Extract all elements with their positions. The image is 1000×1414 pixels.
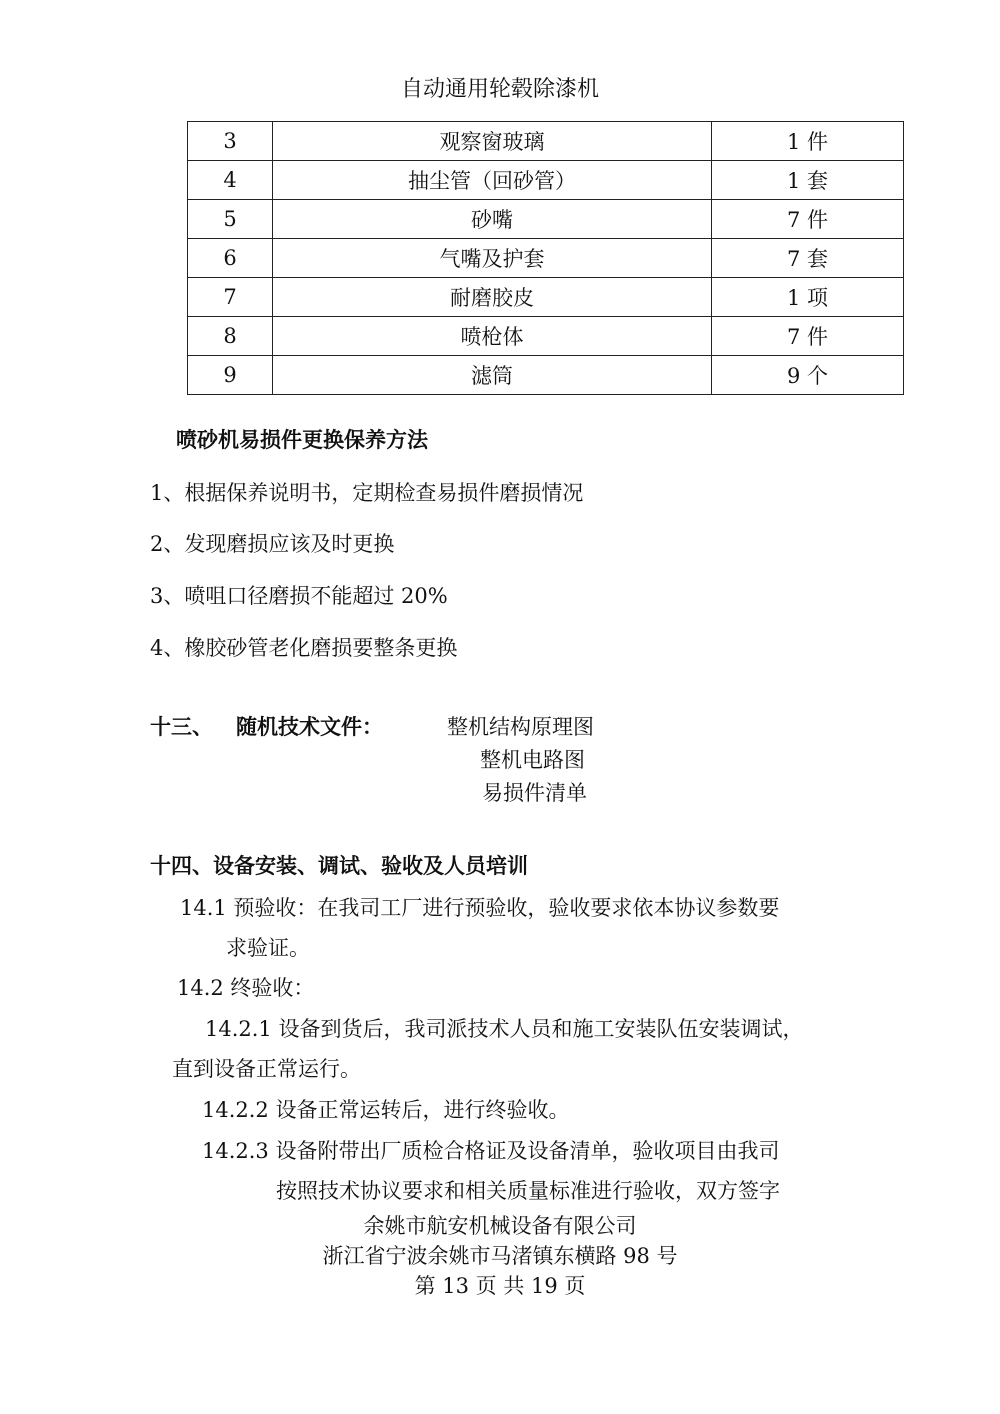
cell-quantity: 7 件 (712, 200, 904, 239)
paragraph-14-1: 14.1 预验收：在我司工厂进行预验收，验收要求依本协议参数要 (180, 896, 780, 920)
cell-part-name: 抽尘管（回砂管） (273, 161, 712, 200)
maintenance-item: 1、根据保养说明书，定期检查易损件磨损情况 (150, 481, 584, 505)
paragraph-14-2-2: 14.2.2 设备正常运转后，进行终验收。 (202, 1098, 570, 1122)
table-row (188, 161, 904, 200)
table-row (188, 239, 904, 278)
maintenance-heading: 喷砂机易损件更换保养方法 (176, 427, 428, 452)
cell-quantity: 1 套 (712, 161, 904, 200)
paragraph-14-2-1: 14.2.1 设备到货后，我司派技术人员和施工安装队伍安装调试， (205, 1017, 804, 1041)
cell-number: 6 (188, 239, 273, 278)
tech-doc-item: 整机电路图 (480, 748, 585, 772)
section-13-number: 十三、 (150, 714, 213, 739)
table-row (188, 122, 904, 161)
cell-number: 5 (188, 200, 273, 239)
maintenance-item: 3、喷咀口径磨损不能超过 20% (150, 584, 448, 608)
cell-quantity: 1 项 (712, 278, 904, 317)
table-row (188, 317, 904, 356)
paragraph-14-1-cont: 求验证。 (226, 936, 310, 960)
parts-table (187, 121, 904, 395)
paragraph-14-2: 14.2 终验收： (177, 976, 315, 1000)
footer-page-number: 第 13 页 共 19 页 (414, 1274, 586, 1298)
table-row (188, 200, 904, 239)
cell-part-name: 耐磨胶皮 (273, 278, 712, 317)
tech-doc-item: 易损件清单 (482, 781, 587, 805)
cell-part-name: 观察窗玻璃 (273, 122, 712, 161)
cell-part-name: 砂嘴 (273, 200, 712, 239)
table-row (188, 356, 904, 395)
cell-number: 4 (188, 161, 273, 200)
cell-quantity: 9 个 (712, 356, 904, 395)
cell-number: 8 (188, 317, 273, 356)
maintenance-item: 4、橡胶砂管老化磨损要整条更换 (150, 636, 458, 660)
footer-address: 浙江省宁波余姚市马渚镇东横路 98 号 (322, 1244, 678, 1268)
cell-quantity: 7 件 (712, 317, 904, 356)
section-14-heading: 十四、设备安装、调试、验收及人员培训 (150, 853, 528, 878)
paragraph-14-2-3: 14.2.3 设备附带出厂质检合格证及设备清单，验收项目由我司 (202, 1139, 780, 1163)
cell-number: 7 (188, 278, 273, 317)
paragraph-14-2-1-cont: 直到设备正常运行。 (172, 1057, 361, 1081)
table-row (188, 278, 904, 317)
cell-quantity: 7 套 (712, 239, 904, 278)
tech-doc-item: 整机结构原理图 (447, 715, 594, 739)
paragraph-14-2-3-cont: 按照技术协议要求和相关质量标准进行验收，双方签字 (276, 1179, 780, 1203)
section-13-label: 随机技术文件： (236, 714, 383, 739)
cell-number: 9 (188, 356, 273, 395)
cell-part-name: 滤筒 (273, 356, 712, 395)
document-title: 自动通用轮毂除漆机 (400, 77, 599, 102)
cell-number: 3 (188, 122, 273, 161)
cell-part-name: 气嘴及护套 (273, 239, 712, 278)
cell-part-name: 喷枪体 (273, 317, 712, 356)
footer-company: 余姚市航安机械设备有限公司 (363, 1214, 637, 1238)
maintenance-item: 2、发现磨损应该及时更换 (150, 532, 395, 556)
cell-quantity: 1 件 (712, 122, 904, 161)
